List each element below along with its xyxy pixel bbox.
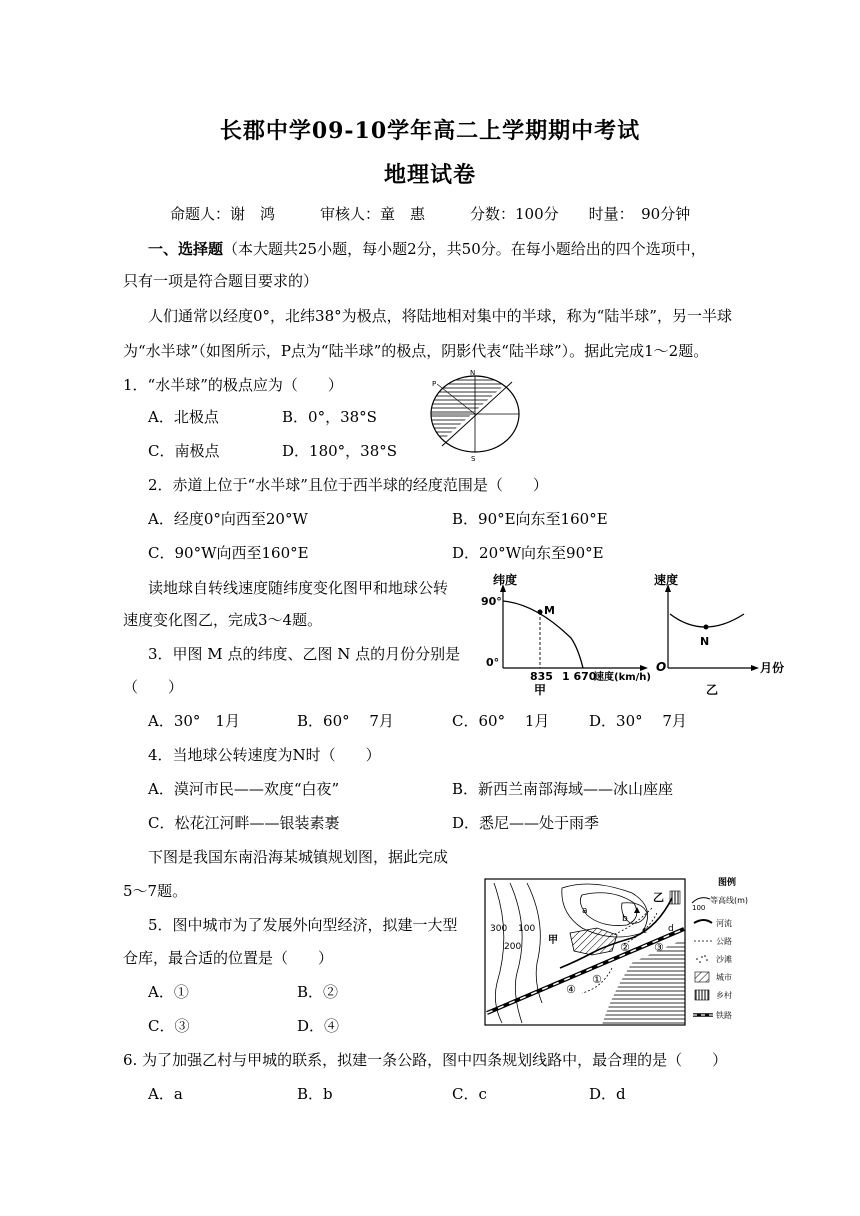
q5-stem-line2: 仓库，最合适的位置是（ ）: [123, 949, 334, 967]
map-point-1: ①: [592, 973, 602, 986]
q1-option-c: C．南极点: [148, 442, 220, 460]
town-planning-map: [482, 873, 782, 1028]
figure-yi: [652, 570, 802, 698]
section-intro-text: （本大题共25小题，每小题2分，共50分。在每小题给出的四个选项中，: [223, 240, 706, 258]
map-route-c: c: [642, 926, 647, 936]
passage2-line2: 速度变化图乙，完成3～4题。: [123, 611, 323, 629]
passage2-line1: 读地球自转线速度随纬度变化图甲和地球公转: [148, 579, 449, 597]
map-point-4: ④: [566, 983, 576, 996]
map-contour-300: 300: [490, 924, 508, 934]
jia-x1670: 1 670: [562, 670, 597, 683]
map-route-a: a: [582, 906, 588, 916]
jia-xlabel: 速度(km/h): [594, 672, 651, 683]
passage3-line1: 下图是我国东南沿海某城镇规划图，据此完成: [148, 848, 449, 866]
q2-option-c: C．90°W向西至160°E: [148, 544, 309, 562]
q1-stem: 1．“水半球”的极点应为（ ）: [123, 376, 343, 394]
q4-option-d: D．悉尼——处于雨季: [452, 814, 600, 832]
passage1-line1: 人们通常以经度0°，北纬38°为极点，将陆地相对集中的半球，称为“陆半球”，另一半球: [148, 307, 732, 325]
legend-river: 河流: [716, 919, 732, 928]
jia-y0: 0°: [486, 656, 500, 669]
yi-origin: O: [656, 660, 667, 674]
yi-ylabel: 速度: [654, 573, 679, 587]
map-route-d: d: [668, 924, 674, 934]
legend-contour-value: 100: [692, 904, 706, 912]
legend-road: 公路: [716, 937, 732, 946]
q5-option-d: D．④: [297, 1017, 340, 1035]
q4-option-a: A．漠河市民——欢度“白夜”: [148, 780, 340, 798]
q3-stem: 3．甲图 M 点的纬度、乙图 N 点的月份分别是: [148, 645, 461, 663]
q4-option-c: C．松花江河畔——银装素裹: [148, 814, 340, 832]
section-intro: [148, 238, 706, 259]
section-heading: 一、选择题: [148, 240, 224, 258]
q6-option-d: D．d: [589, 1085, 626, 1103]
legend-beach: 沙滩: [716, 955, 732, 964]
q6-option-c: C．c: [452, 1085, 487, 1103]
exam-info: 命题人：谢 鸿 审核人：童 惠 分数：100分 时量： 90分钟: [170, 205, 691, 223]
page-title: 长郡中学09-10学年高二上学期期中考试: [219, 118, 641, 144]
q1-option-a: A．北极点: [148, 408, 219, 426]
jia-m: M: [544, 604, 555, 617]
legend-railway: 铁路: [716, 1011, 732, 1020]
fig-label-n: N: [470, 369, 476, 377]
q3-paren: （ ）: [123, 678, 184, 696]
jia-x835: 835: [530, 670, 553, 683]
fig-label-s: S: [471, 455, 476, 462]
map-contour-100: 100: [518, 924, 536, 934]
q5-option-c: C．③: [148, 1017, 190, 1035]
map-label-jia: 甲: [548, 935, 558, 946]
map-point-3: ③: [654, 941, 664, 954]
figure-jia: [476, 570, 656, 698]
q6-option-b: B．b: [297, 1085, 333, 1103]
page-subtitle: 地理试卷: [383, 162, 476, 188]
q3-option-c: C．60° 1月: [452, 712, 550, 730]
legend-title: 图例: [718, 878, 737, 888]
section-intro-line2: 只有一项是符合题目要求的）: [123, 272, 319, 290]
q1-option-b: B．0°，38°S: [282, 408, 377, 426]
jia-ylabel: 纬度: [493, 573, 518, 587]
q2-option-a: A．经度0°向西至20°W: [148, 510, 308, 528]
q2-option-b: B．90°E向东至160°E: [452, 510, 608, 528]
q4-option-b: B．新西兰南部海域——冰山座座: [452, 780, 674, 798]
q5-stem-line1: 5．图中城市为了发展外向型经济，拟建一大型: [148, 916, 458, 934]
q4-stem: 4．当地球公转速度为N时（ ）: [148, 746, 381, 764]
jia-y90: 90°: [481, 595, 502, 608]
yi-n: N: [700, 635, 710, 648]
yi-xlabel: 月份: [760, 661, 785, 675]
legend-contour: 等高线(m): [710, 896, 749, 905]
q5-option-b: B．②: [297, 983, 339, 1001]
map-contour-200: 200: [504, 942, 522, 952]
jia-caption: 甲: [534, 683, 547, 697]
yi-caption: 乙: [706, 683, 719, 697]
legend-village: 乡村: [716, 991, 732, 1000]
q3-option-d: D．30° 7月: [589, 712, 687, 730]
map-label-yi: 乙: [653, 891, 664, 904]
q3-option-b: B．60° 7月: [297, 712, 394, 730]
passage1-line2: 为“水半球”（如图所示，P点为“陆半球”的极点，阴影代表“陆半球”）。据此完成1～2题。: [123, 342, 709, 360]
passage3-line2: 5～7题。: [123, 882, 188, 900]
hemisphere-figure: [420, 366, 530, 462]
map-route-b: b: [622, 914, 628, 924]
q5-option-a: A．①: [148, 983, 189, 1001]
q1-option-d: D．180°，38°S: [282, 442, 398, 460]
q3-option-a: A．30° 1月: [148, 712, 240, 730]
q6-stem: 6. 为了加强乙村与甲城的联系，拟建一条公路，图中四条规划线路中，最合理的是（ ）: [123, 1051, 728, 1069]
q6-option-a: A．a: [148, 1085, 183, 1103]
map-point-2: ②: [620, 941, 630, 954]
fig-label-p: P: [432, 380, 437, 388]
q2-option-d: D．20°W向东至90°E: [452, 544, 604, 562]
q2-stem: 2．赤道上位于“水半球”且位于西半球的经度范围是（ ）: [148, 476, 548, 494]
legend-city: 城市: [716, 973, 732, 982]
